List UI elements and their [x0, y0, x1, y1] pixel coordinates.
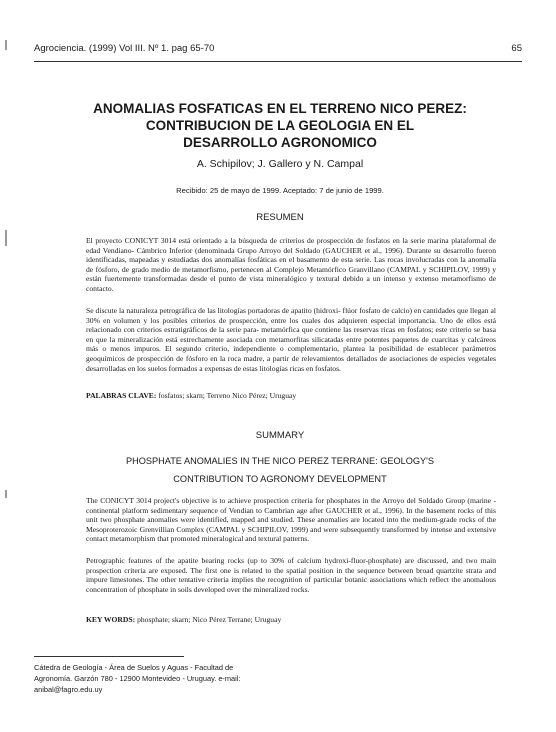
page-number: 65	[511, 43, 522, 54]
keywords-label: PALABRAS CLAVE:	[86, 391, 157, 400]
summary-title	[70, 452, 490, 488]
keywords-text: fosfatos; skarn; Terreno Nico Pérez; Uruguay	[158, 391, 297, 400]
article-title	[60, 100, 500, 151]
title-line: CONTRIBUCION DE LA GEOLOGIA EN EL	[145, 118, 415, 133]
keywords-text: phosphate; skarn; Nico Pérez Terrane; Uruguay	[137, 615, 282, 624]
resumen-keywords	[86, 391, 496, 400]
summary-paragraph: Petrographic features of the apatite bearing rocks (up to 30% of calcium hydroxi-fluor-phosphate) are discussed, and two main prospection criteria are exposed. The first one is related to the spatial position in the sequence between broad quartzite strata and impure limestones. The other tentative criteria implies the recognition of particular botanic associations which reflect the anomalous concentration of phosphate in soils developed over the mineralized rocks.	[86, 556, 496, 594]
footnote-line: Cátedra de Geología - Área de Suelos y Aguas - Facultad de	[34, 663, 234, 672]
summary-title-line: PHOSPHATE ANOMALIES IN THE NICO PEREZ TERRANE: GEOLOGY'S	[125, 456, 435, 466]
footnote-line: Agronomía. Garzón 780 - 12900 Montevideo - Uruguay. e-mail:	[34, 674, 241, 683]
authors: A. Schipilov; J. Gallero y N. Campal	[196, 158, 364, 170]
scan-margin-mark	[5, 40, 7, 50]
footnote-rule	[34, 656, 184, 657]
resumen-paragraph: Se discute la naturaleza petrográfica de las litologías portadoras de apatito (hidroxi- flúor fosfato de calcio) en cantidades que llegan al 30% en volumen y los posibles criterios de prospección, entre los cuales dos adquieren especial importancia. Uno de ellos está relacionado con criterios estratigráficos de la serie para- metamórfica que contiene las reservas ricas en fosfatos; este criterio se basa en que la mineralización está estrechamente asociada con metamorfitas silicatadas entre potentes paquetes de cuarcitas y calcáreos más o menos impuros. El segundo criterio, independiente o complementario, plantea la posibilidad de establecer parámetros geoquímicos de prospección de fósforo en la roca madre, a partir de relevamientos detallados de asociaciones de especies vegetales desarrolladas en los suelos formados a expensas de estas litologías ricas en fosfatos.	[86, 306, 496, 373]
title-line: ANOMALIAS FOSFATICAS EN EL TERRENO NICO PEREZ:	[93, 101, 467, 116]
resumen-paragraph: El proyecto CONICYT 3014 está orientado a la búsqueda de criterios de prospección de fosfatos en la serie marina plataformal de edad Vendiano- Cámbrico Inferior (denominada Grupo Arroyo del Soldado (GAUCHER et al., 1996). Durante su desarrollo fueron identificadas, mapeadas y estudiadas dos anomalías fosfáticas en el basamento de esta serie. Las rocas involucradas con la anomalía de fósforo, de grado medio de metamorfismo, pertenecen al Complejo Metamórfico Granvillano (CAMPAL y SCHIPILOV, 1999) y están fuertemente transformadas desde el punto de vista mineralógico y textural debido a un intenso y extenso metamorfismo de contacto.	[86, 236, 496, 293]
title-line: DESARROLLO AGRONOMICO	[183, 135, 377, 150]
summary-title-line: CONTRIBUTION TO AGRONOMY DEVELOPMENT	[173, 474, 387, 484]
journal-citation: Agrociencia. (1999) Vol III. Nº 1. pag 65-70	[34, 43, 215, 54]
scan-margin-mark	[5, 230, 7, 246]
keywords-label: KEY WORDS:	[86, 615, 136, 624]
affiliation-footnote	[34, 662, 274, 695]
summary-keywords	[86, 615, 496, 624]
running-header	[34, 43, 522, 54]
received-accepted-dates: Recibido: 25 de mayo de 1999. Aceptado: 7 de junio de 1999.	[176, 186, 384, 195]
resumen-heading: RESUMEN	[256, 212, 304, 223]
footnote-email: anibal@fagro.edu.uy	[34, 685, 103, 694]
scan-margin-mark	[5, 490, 7, 498]
summary-heading: SUMMARY	[255, 430, 305, 441]
summary-paragraph: The CONICYT 3014 project's objective is to achieve prospection criteria for phosphates in the Arroyo del Soldado Group (marine - continental platform sedimentary sequence of Vendian to Cambrian age after GAUCHER et al., 1996). In the basement rocks of this unit two phosphate anomalies were identified, mapped and studied. These anomalies are located into the medium-grade rocks of the Mesoproterozoic Grenvillian Complex (CAMPAL y SCHIPILOV, 1999) and were subsequently transformed by intense and extensive contact metamorphism that promoted mineralogical and textural patterns.	[86, 496, 496, 544]
header-rule	[34, 61, 522, 62]
